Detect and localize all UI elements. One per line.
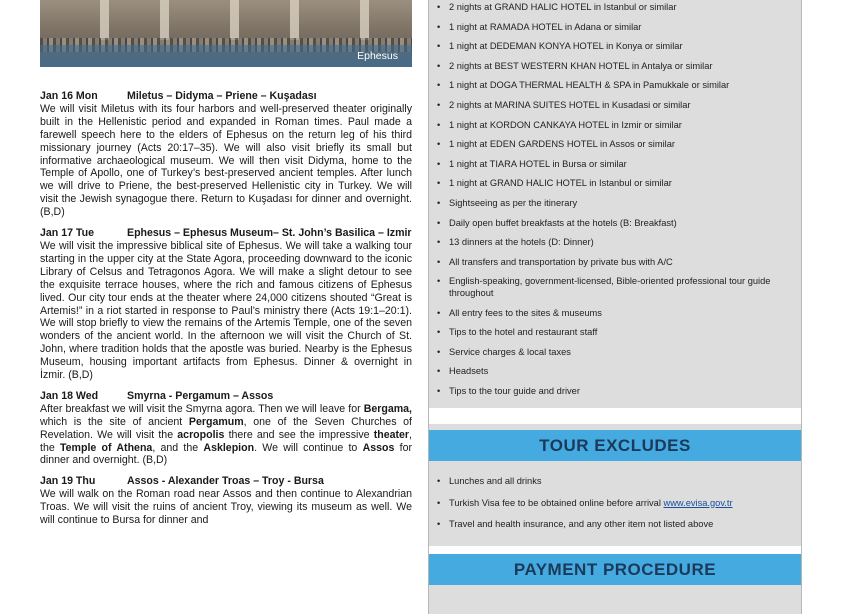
text-run: . We will continue to — [254, 441, 363, 454]
hotel-name: RAMADA HOTEL — [489, 21, 563, 32]
itinerary-day — [40, 390, 412, 467]
photo-column — [360, 0, 369, 40]
section-gap — [429, 408, 801, 424]
item-text: 2 nights at — [449, 100, 495, 111]
hotel-name: KORDON CANKAYA HOTEL — [489, 119, 610, 130]
item-text: 1 night at — [449, 139, 490, 150]
text-run: , and the — [152, 441, 204, 454]
hotel-name: DOGA THERMAL HEALTH & SPA — [489, 80, 631, 91]
hotel-name: MARINA SUITES HOTEL — [494, 100, 600, 111]
include-item — [449, 41, 791, 53]
itinerary-day — [40, 475, 412, 527]
photo-column — [230, 0, 239, 40]
item-text: 2 nights at — [449, 2, 495, 13]
item-text: 1 night at — [449, 41, 490, 52]
place-bergama: Bergama, — [363, 402, 412, 415]
day-date: Jan 17 Tue — [40, 227, 94, 240]
item-text: 1 night at — [449, 21, 490, 32]
hotel-name: TIARA HOTEL — [489, 158, 550, 169]
item-text: in Assos or similar — [597, 139, 675, 150]
includes-list — [429, 2, 801, 397]
day-header — [40, 475, 412, 488]
text-run: After breakfast we will visit the Smyrna agora. Then we will leave for — [40, 402, 364, 415]
day-date: Jan 18 Wed — [40, 389, 99, 402]
day-description: We will visit Miletus with its four harbors and well-preserved theater originally built in the Hellenistic period and expanded in Roman times. Paul made a farewell speech here to the elders of Ephesus on the return leg of his third missionary journey (Acts 20:17–35). We will also visit briefly its small but informative archaeological museum. We will then visit Didyma, home to the Temple of Apollo, one of Turkey’s best-preserved ancient temples. After lunch we will drive to Priene, the best-preserved Hellenistic city in Turkey. We will visit the Jewish synagogue there. Return to Kuşadası for dinner and overnight. (B,D) — [40, 102, 412, 219]
item-text: in Izmir or similar — [609, 119, 682, 130]
day-title: Ephesus – Ephesus Museum– St. John’s Basilica – Izmir — [127, 227, 412, 240]
item-text: Tips to the tour guide and driver — [449, 385, 580, 396]
item-text: in Bursa or similar — [549, 158, 627, 169]
place-temple-of-athena: Temple of Athena — [59, 441, 153, 454]
day-description: We will walk on the Roman road near Assos and then continue to Alexandrian Troas. We will visit the ruins of ancient Troy, viewing its museum as well. We will continue to Bursa for dinner and — [40, 488, 412, 527]
day-title: Smyrna - Pergamum – Assos — [127, 389, 274, 402]
include-item — [449, 61, 791, 73]
tour-excludes-heading: TOUR EXCLUDES — [429, 430, 801, 461]
place-asklepion: Asklepion — [203, 441, 255, 454]
hotel-name: GRAND HALIC HOTEL — [489, 178, 587, 189]
itinerary-day — [40, 227, 412, 382]
include-item — [449, 120, 791, 132]
day-header — [40, 390, 412, 403]
tour-info-panel — [428, 0, 802, 614]
hotel-name: GRAND HALIC HOTEL — [494, 2, 592, 13]
item-text: in Pamukkale or similar — [630, 80, 730, 91]
day-title: Assos - Alexander Troas – Troy - Bursa — [127, 475, 324, 488]
item-text: 1 night at — [449, 178, 490, 189]
item-text: in Konya or similar — [603, 41, 683, 52]
item-text: Travel and health insurance, and any other item not listed above — [449, 519, 714, 529]
item-text: Headsets — [449, 366, 489, 377]
place-pergamum: Pergamum — [188, 415, 244, 428]
include-item — [449, 2, 791, 14]
include-item — [449, 80, 791, 92]
hotel-name: EDEN GARDENS HOTEL — [489, 139, 598, 150]
include-item — [449, 237, 791, 249]
include-item — [449, 198, 791, 210]
item-text: Tips to the hotel and restaurant staff — [449, 327, 598, 338]
excludes-list — [429, 466, 801, 531]
item-text: in Adana or similar — [562, 21, 642, 32]
photo-caption: Ephesus — [357, 50, 398, 62]
include-item — [449, 347, 791, 359]
include-item — [449, 276, 791, 299]
exclude-item — [449, 498, 791, 510]
item-text: Service charges & local taxes — [449, 346, 571, 357]
item-text: 1 night at — [449, 119, 490, 130]
ephesus-photo — [40, 0, 412, 67]
item-text: in Istanbul or similar — [586, 178, 672, 189]
include-item — [449, 257, 791, 269]
section-gap — [429, 546, 801, 554]
exclude-item — [449, 476, 791, 488]
text-run: , one of the Seven Churches of Revelation. We will visit the — [40, 415, 412, 441]
payment-procedure-heading: PAYMENT PROCEDURE — [429, 554, 801, 585]
item-text: Daily open buffet breakfasts at the hotels (B: Breakfast) — [449, 217, 677, 228]
item-text: English-speaking, government-licensed, Bible-oriented professional tour guide throughout — [449, 276, 771, 298]
hotel-name: BEST WESTERN KHAN HOTEL — [494, 60, 630, 71]
include-item — [449, 218, 791, 230]
day-description — [40, 403, 412, 468]
day-header — [40, 90, 412, 103]
include-item — [449, 159, 791, 171]
include-item — [449, 308, 791, 320]
itinerary-day — [40, 90, 412, 219]
item-text: 1 night at — [449, 158, 490, 169]
include-item — [449, 100, 791, 112]
include-item — [449, 22, 791, 34]
item-text: 13 dinners at the hotels (D: Dinner) — [449, 237, 594, 248]
item-text: All entry fees to the sites & museums — [449, 307, 602, 318]
include-item — [449, 178, 791, 190]
include-item — [449, 366, 791, 378]
day-title: Miletus – Didyma – Priene – Kuşadası — [127, 90, 317, 102]
evisa-link[interactable]: www.evisa.gov.tr — [663, 497, 733, 508]
itinerary — [40, 90, 412, 535]
place-assos: Assos — [362, 441, 395, 454]
place-theater: theater — [373, 428, 410, 441]
hotel-name: DEDEMAN KONYA HOTEL — [489, 41, 604, 52]
item-text: Turkish Visa fee to be obtained online before arrival — [449, 497, 664, 508]
item-text: 1 night at — [449, 80, 490, 91]
item-text: Sightseeing as per the itinerary — [449, 198, 578, 209]
day-description: We will visit the impressive biblical site of Ephesus. We will take a walking tour starting in the upper city at the State Agora, proceeding downward to the iconic Library of Celsus and Tetragonos Agora. We will make a slight detour to see the exquisite terrace houses, where the rich and famous citizens of Ephesus lived. Our city tour ends at the theater where 24,000 citizens shouted “Great is Artemis!” in a riot started in response to Paul’s ministry there (Acts 19:1–20:1). We will stop briefly to view the remains of the Artemis Temple, one of the seven wonders of the ancient world. In the afternoon we will visit the Church of St. John, where tradition holds that the apostle was buried. Nearby is the Ephesus Museum, housing important artifacts from Ephesus. Dinner & overnight in İzmir. (B,D) — [40, 239, 412, 382]
item-text: in Kusadasi or similar — [599, 100, 691, 111]
text-run: , the — [40, 428, 412, 454]
include-item — [449, 327, 791, 339]
item-text: Lunches and all drinks — [449, 476, 542, 486]
exclude-item — [449, 519, 791, 531]
include-item — [449, 139, 791, 151]
text-run: which is the site of ancient — [40, 415, 189, 428]
item-text: All transfers and transportation by private bus with A/C — [449, 256, 673, 267]
photo-column — [160, 0, 169, 40]
item-text: in Antalya or similar — [629, 60, 713, 71]
place-acropolis: acropolis — [177, 428, 225, 441]
day-date: Jan 16 Mon — [40, 90, 98, 102]
item-text: in Istanbul or similar — [591, 2, 677, 13]
day-date: Jan 19 Thu — [40, 475, 96, 488]
item-text: 2 nights at — [449, 60, 495, 71]
text-run: for dinner and overnight. (B,D) — [40, 441, 412, 467]
photo-column — [290, 0, 299, 40]
day-header — [40, 227, 412, 240]
text-run: there and see the impressive — [224, 428, 374, 441]
include-item — [449, 386, 791, 398]
photo-column — [100, 0, 109, 40]
